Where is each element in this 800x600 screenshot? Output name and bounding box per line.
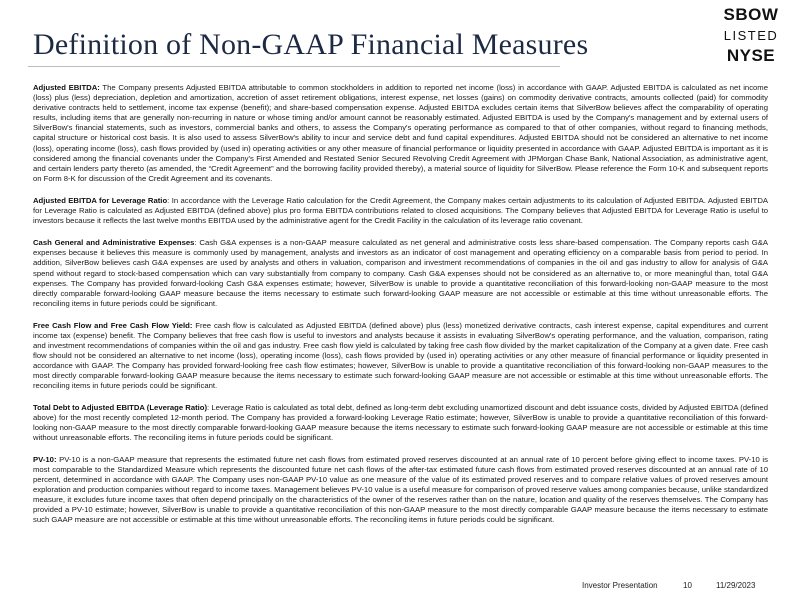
definition-term: Adjusted EBITDA: bbox=[33, 83, 100, 92]
page-title: Definition of Non-GAAP Financial Measures bbox=[33, 28, 589, 61]
definition-text: Free cash flow is calculated as Adjusted EBITDA (defined above) plus (less) monetized derivative contracts, cash interest expense, capital expenditures and current income tax (expense) benefit. The Company believes that free cash flow is useful to investors and analysts because it assists in evaluating SilverBow's operating performance, and the valuation, comparison, rating and investment recommendations of companies within the oil and gas industry. Free cash flow yield is calculated by taking free cash flow divided by the market capitalization of the Company at a given date. Free cash flow should not be considered an alternative to net income (loss), operating income (loss), cash flows provided by (used in) operating activities or any other measure of financial performance or liquidity presented in accordance with GAAP. The Company has provided forward-looking free cash flow estimates; however, SilverBow is unable to provide a quantitative reconciliation of this forward-looking non-GAAP measures to the most directly comparable forward-looking GAAP measure because the items necessary to estimate such forward-looking GAAP measure are not accessible or estimable at this time without unreasonable efforts. The reconciling items in future periods could be significant. bbox=[33, 320, 768, 391]
definition-text: The Company presents Adjusted EBITDA attributable to common stockholders in addition to reported net income (loss) in accordance with GAAP. Adjusted EBITDA is calculated as net income (loss) plus (less) depreciation, depletion and amortization, accretion of asset retirement obligations, interest expense, net losses (gains) on commodity derivative contracts, amounts collected (paid) for commodity derivative contracts held to settlement, income tax expense (benefit); and share-based compensation expense. Adjusted EBITDA excludes certain items that SilverBow believes affect the comparability of operating results, including items that are generally non-recurring in nature or whose timing and/or amount cannot be reasonably estimated. Adjusted EBITDA is used by the Company's management and by external users of SilverBow's financial statements, such as investors, commercial banks and others, to assess the Company's operating performance as compared to that of other companies, without regard to financing methods, capital structure or historical cost basis. It is also used to assess SilverBow's ability to incur and service debt and fund capital expenditures. Adjusted EBITDA should not be considered an alternative to net income (loss), operating income (loss), cash flows provided by (used in) operating activities or any other measure of financial performance or liquidity presented in accordance with GAAP. Adjusted EBITDA is important as it is considered among the financial covenants under the Company's First Amended and Restated Senior Secured Revolving Credit Agreement with JPMorgan Chase Bank, National Association, as administrative agent, and certain lenders party thereto (as amended, the “Credit Agreement” and the borrowing facility provided thereby), a material source of liquidity for SilverBow. Please reference the Form 10-K and subsequent reports on Form 8-K for discussion of the Credit Agreement and its covenants. bbox=[33, 83, 768, 183]
definition-text: : Cash G&A expenses is a non-GAAP measure calculated as net general and administrative costs less share-based compensation. The Company reports cash G&A expenses because it believes this measure is commonly used by management, analysts and investors as an indicator of cost management and operating efficiency on a comparable basis from period to period. In addition, SilverBow believes cash G&A expenses are used by analysts and others in valuation, comparison and investment recommendations of companies in the oil and gas industry to allow for analysis of G&A spend without regard to stock-based compensation which can vary substantially from company to company. Cash G&A expenses should not be considered as an alternative to, or more meaningful than, total G&A expenses. The Company has provided forward-looking Cash G&A expenses estimate; however, SilverBow is unable to provide a quantitative reconciliation of this forward-looking non-GAAP measure to the most directly comparable forward-looking GAAP measure because the items necessary to estimate such forward-looking GAAP measure are not accessible or estimable at this time without unreasonable efforts. The reconciling items in future periods could be significant. bbox=[33, 238, 768, 308]
definition-term: Total Debt to Adjusted EBITDA (Leverage Ratio) bbox=[33, 402, 208, 412]
definition-cash-ga bbox=[33, 238, 768, 309]
logo-exchange: NYSE bbox=[726, 46, 776, 65]
definition-adjusted-ebitda bbox=[33, 83, 768, 184]
sbow-nyse-logo bbox=[718, 4, 784, 67]
definition-leverage-ratio bbox=[33, 403, 768, 443]
footer-date: 11/29/2023 bbox=[716, 581, 756, 590]
definition-free-cash-flow bbox=[33, 321, 768, 392]
footer-label: Investor Presentation bbox=[582, 581, 658, 590]
definitions-body bbox=[33, 83, 768, 526]
logo-ticker: SBOW bbox=[723, 5, 779, 24]
definition-term: Cash General and Administrative Expenses bbox=[33, 238, 195, 248]
definition-term: PV-10: bbox=[33, 454, 57, 464]
title-divider bbox=[28, 66, 560, 67]
definition-text: PV-10 is a non-GAAP measure that represents the estimated future net cash flows from estimated proved reserves discounted at an annual rate of 10 percent before giving effect to income taxes. PV-10 is most comparable to the Standardized Measure which represents the discounted future net cash flows of the after-tax estimated future cash flows from estimated proved reserves discounted at an annual rate of 10 percent, determined in accordance with GAAP. The Company uses non-GAAP PV-10 value as one measure of the value of its estimated proved reserves and to compare relative values of proved reserves amount exploration and production companies without regard to income taxes. Management believes PV-10 value is a useful measure for comparison of proved reserve values among companies because, unlike standardized measure, it excludes future income taxes that often depend principally on the characteristics of the owner of the reserves rather than on the nature, location and quality of the reserves themselves. The Company has provided a PV-10 estimate; however, SilverBow is unable to provide a quantitative reconciliation of this non-GAAP measure to the most directly comparable GAAP measure because the items necessary to estimate such GAAP measure are not accessible or estimable at this time without unreasonable efforts. The reconciling items in future periods could be significant. bbox=[33, 454, 768, 525]
definition-text: : In accordance with the Leverage Ratio calculation for the Credit Agreement, the Company makes certain adjustments to its calculation of Adjusted EBITDA. Adjusted EBITDA for Leverage Ratio is calculated as Adjusted EBITDA (defined above) plus pro forma EBITDA contributions related to closed acquisitions. The Company believes that Adjusted EBITDA for Leverage Ratio is useful to investors because it reflects the last twelve months EBITDA used by the administrative agent for the Credit Facility in the calculation of its leverage ratio covenant. bbox=[33, 195, 769, 226]
definition-pv10 bbox=[33, 455, 768, 526]
definition-text: : Leverage Ratio is calculated as total debt, defined as long-term debt excluding unamortized discount and debt issuance costs, divided by Adjusted EBITDA (defined above) for the most recently completed 12-month period. The Company has provided a forward-looking Leverage Ratio estimate; however, SilverBow is unable to provide a quantitative reconciliation of this forward-looking non-GAAP measure to the most directly comparable forward-looking GAAP measure because the items necessary to estimate such forward-looking GAAP measure are not accessible or estimable at this time without unreasonable efforts. The reconciling items in future periods could be significant. bbox=[33, 402, 768, 442]
footer-page-number: 10 bbox=[683, 581, 692, 590]
logo-listed: LISTED bbox=[723, 28, 779, 43]
definition-adjusted-ebitda-leverage bbox=[33, 196, 768, 226]
definition-term: Free Cash Flow and Free Cash Flow Yield: bbox=[33, 320, 193, 330]
definition-term: Adjusted EBITDA for Leverage Ratio bbox=[33, 195, 168, 205]
